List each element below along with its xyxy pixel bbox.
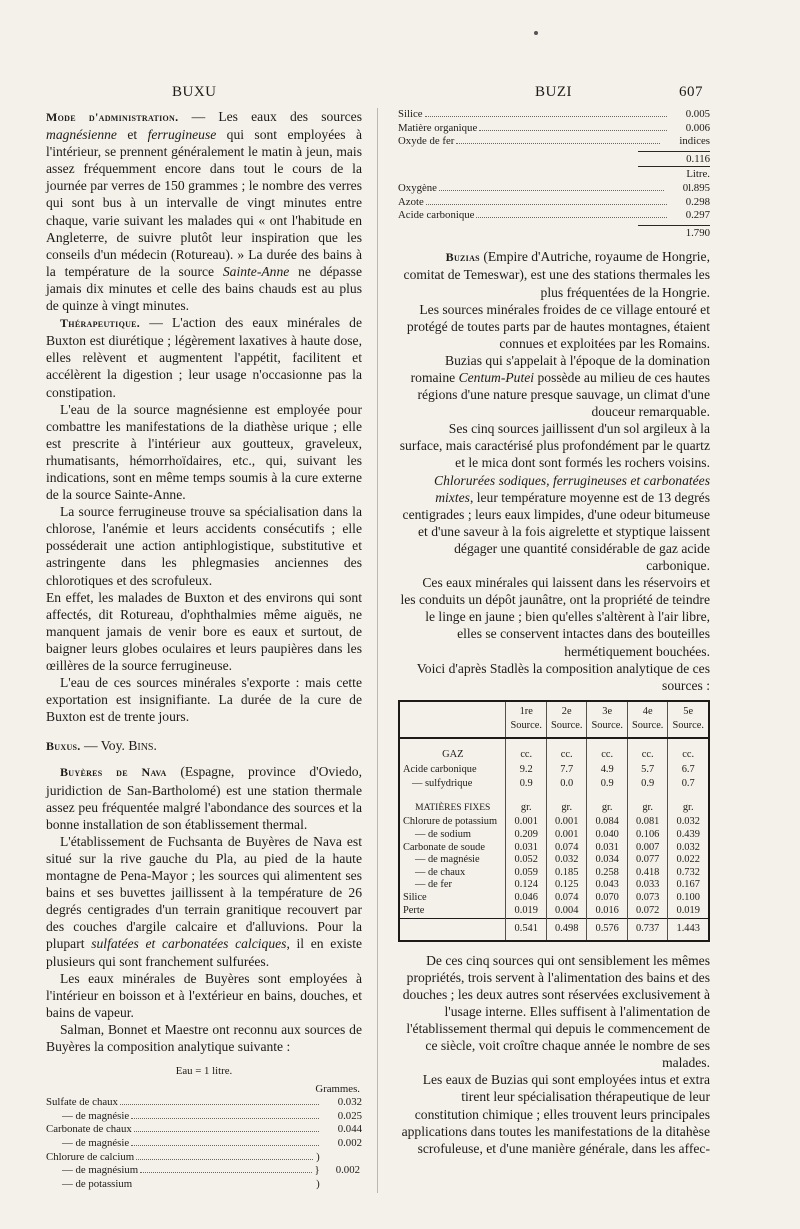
left-column: [46, 108, 362, 1191]
column-divider: [377, 108, 378, 1193]
column-total: 1.443: [668, 919, 709, 941]
table-row: [399, 763, 709, 778]
column-number: 5e: [668, 701, 709, 720]
row-value: 0.005: [685, 108, 710, 120]
row-value: 0.077: [635, 854, 660, 866]
row-value: 0.004: [555, 904, 579, 916]
paragraph: Buzias qui s'appelait à l'époque de la domination romaine Centum-Putei possède au milieu de ces hautes régions d'une nature presque sauvage, un climat d'une douceur remarquable.: [410, 352, 710, 420]
table-row: [398, 209, 710, 223]
row-label: — de magnésie: [62, 1109, 130, 1122]
row-label: Azote: [398, 195, 424, 208]
column-header: Source.: [668, 719, 709, 738]
row-value: 0.031: [595, 841, 619, 853]
row-value: 0.124: [514, 879, 538, 891]
row-label: Silice: [403, 891, 427, 903]
row-label: Oxyde de fer: [398, 135, 455, 148]
row-value: 0.059: [514, 866, 538, 878]
table-row: [398, 182, 710, 196]
paragraph: Ces eaux minérales qui laissent dans les réservoirs et les conduits un dépôt jaunâtre, ont la propriété de teindre le linge en jaune ; bien qu'elles s'altèrent à l'air libre, elles se conservent intactes dans des bouteilles hermétiquement bouchées.: [400, 575, 710, 659]
row-value: 0.100: [676, 891, 700, 903]
column-number: 1re: [506, 701, 546, 720]
row-value: 0.125: [555, 879, 579, 891]
row-value: 0.001: [514, 816, 538, 828]
row-value: 0.040: [595, 828, 619, 840]
row-value: 0.070: [595, 891, 619, 903]
row-value: indices: [679, 135, 710, 148]
row-value: 7.7: [546, 763, 586, 778]
unit-cell: cc.: [546, 738, 586, 763]
row-value: 0.046: [514, 891, 538, 903]
table-total: 1.790: [685, 226, 710, 239]
table-row: [399, 777, 709, 792]
entry-lead: Buzias: [445, 250, 480, 265]
row-value: 0.074: [555, 841, 579, 853]
paragraph: L'établissement de Fuchsanta de Buyères de Nava est situé sur la rive gauche du Pla, au pied de la haute montagne de Pena-Mayor ; les sources qui alimentent ses bains et ses buvettes jaillissent à la température de 26 degrés centigrades d'un terrain granitique recouvert par des couches d'argile calcaire et d'alluvions. Pour la plupart sulfatées et carbonatées calciques, il en existe plusieurs qui sont franchement sulfurées.: [46, 833, 363, 969]
buzias-composition-table: [398, 700, 710, 942]
table-row: [398, 196, 710, 210]
table-corner: [399, 919, 506, 941]
paragraph: Salman, Bonnet et Maestre ont reconnu aux sources de Buyères la composition analytique suivante :: [46, 1021, 362, 1054]
unit-cell: gr.: [506, 792, 546, 816]
section-head: MATIÈRES FIXES: [415, 802, 491, 813]
paragraph: En effet, les malades de Buxton et des environs qui sont affectés, dit Rotureau, d'ophthalmies même aiguës, ne manquent jamais de venir bore es eaux et surtout, de baigner leurs globes oculaires et leurs paupières dans les œillères de la source ferrugineuse.: [46, 589, 362, 673]
table-unit: Litre.: [686, 168, 710, 181]
row-value: 0.043: [595, 879, 619, 891]
row-value: 0.073: [635, 891, 660, 903]
ink-dot: [534, 31, 538, 35]
row-label: Oxygène: [398, 181, 437, 194]
row-value: 0.9: [627, 777, 667, 792]
row-value: 5.7: [627, 763, 667, 778]
entry-lead: Buxus.: [46, 739, 81, 754]
column-header: Source.: [627, 719, 667, 738]
column-number: 2e: [546, 701, 586, 720]
row-value: 0.032: [337, 1096, 362, 1109]
row-value: 0.298: [685, 195, 710, 208]
entry-buzias: Buzias (Empire d'Autriche, royaume de Hongrie, comitat de Temeswar), est une des stations thermales les plus fréquentées de la Hongrie.: [403, 249, 710, 300]
row-label: Carbonate de soude: [403, 841, 485, 853]
row-value: 0l.895: [682, 181, 710, 194]
column-header: Source.: [587, 719, 627, 738]
row-value: 0.297: [685, 209, 710, 222]
row-value: 0.084: [595, 816, 619, 828]
section-head: GAZ: [442, 748, 464, 760]
row-label: Perte: [403, 904, 425, 916]
row-value: 0.001: [555, 828, 579, 840]
row-value: 0.7: [668, 777, 709, 792]
table-row: [46, 1110, 362, 1124]
row-label: Chlorure de potassium: [403, 816, 498, 828]
table-row: [398, 122, 710, 136]
row-value: 0.418: [635, 866, 660, 878]
row-label: — de magnésie: [62, 1137, 130, 1150]
row-label: — de chaux: [415, 866, 466, 878]
row-value: 0.185: [555, 866, 579, 878]
right-column: [398, 108, 710, 1157]
row-value: 0.019: [676, 904, 700, 916]
row-value: 0.022: [676, 854, 700, 866]
row-value: 0.007: [635, 841, 660, 853]
row-label: Acide carbonique: [398, 209, 475, 222]
table-row: [46, 1096, 362, 1110]
row-label: — de sodium: [415, 828, 471, 840]
unit-cell: gr.: [587, 792, 627, 816]
row-value: 0.074: [555, 891, 579, 903]
column-number: 4e: [627, 701, 667, 720]
column-header: Source.: [506, 719, 546, 738]
unit-cell: cc.: [627, 738, 667, 763]
entry-buxus: Buxus. — Voy. Bins.: [46, 738, 157, 754]
fixed-column: [627, 815, 667, 918]
row-value: 6.7: [668, 763, 709, 778]
entry-lead: Buyères de Nava: [60, 765, 167, 780]
row-label: — de fer: [415, 879, 452, 891]
entry-buyeres: Buyères de Nava (Espagne, province d'Oviedo, juridiction de San-Bartholomé) est une station thermale assez peu fréquentée malgré l'abondance des sources et la bonne installation de son établissement thermal.: [46, 764, 362, 832]
row-value: 0.001: [555, 816, 579, 828]
table-total: 0.116: [686, 152, 710, 165]
table-unit: Grammes.: [315, 1082, 360, 1095]
unit-cell: gr.: [627, 792, 667, 816]
row-value: 0.034: [595, 854, 619, 866]
row-value: 0.052: [514, 854, 538, 866]
row-label: — sulfydrique: [412, 778, 473, 790]
table-row: [46, 1137, 362, 1151]
buyeres-table-continued: [398, 108, 710, 240]
column-header: Source.: [546, 719, 586, 738]
chlorure-group: Chlorure de calcium ) — de magnésium } — de potassium ) 0.002: [46, 1150, 360, 1190]
row-label: Matière organique: [398, 121, 478, 134]
row-value: 0.0: [546, 777, 586, 792]
row-value: 0.019: [514, 904, 538, 916]
column-total: 0.576: [587, 919, 627, 941]
fixed-column: [668, 815, 709, 918]
table-title: Eau = 1 litre.: [175, 1065, 233, 1078]
column-total: 0.498: [546, 919, 586, 941]
table-value: 0.002: [335, 1164, 360, 1177]
table-row: [398, 135, 710, 149]
paragraph: L'eau de ces sources minérales s'exporte : mais cette exportation est insignifiante. La durée de la cure de Buxton est de trente jours.: [46, 675, 362, 725]
row-value: 0.032: [676, 841, 700, 853]
row-value: 4.9: [587, 763, 627, 778]
paragraph: Ses cinq sources jaillissent d'un sol argileux à la surface, mais caractérisé plus profondément par le quartz et le mica dont sont formés les rochers voisins. Chlorurées sodiques, ferrugineuses et carbonatées mixtes, leur température moyenne est de 13 degrés centigrades ; leurs eaux limpides, d'une odeur bitumeuse et d'une saveur à la fois aigrelette et styptique laissent dégager une quantité considérable de gaz acide carbonique.: [399, 421, 710, 574]
cross-reference-link[interactable]: Bins: [128, 738, 154, 754]
table-row: [46, 1123, 362, 1137]
paragraph: L'eau de la source magnésienne est employée pour combattre les manifestations de la diathèse urique ; elle est prescrite à l'intérieur aux goutteux, graveleux, rhumatisants, hémorrhoïdaires, etc., qui, suivant les indications, sont en même temps soumis à la cure externe de la source Sainte-Anne.: [46, 401, 362, 503]
unit-cell: gr.: [668, 792, 709, 816]
table-corner: [399, 719, 506, 738]
column-total: 0.541: [506, 919, 546, 941]
paragraph: Les sources minérales froides de ce village entouré et protégé de toutes parts par de hautes montagnes, étaient connues et exploitées par les Romains.: [406, 301, 710, 351]
row-value: 0.031: [514, 841, 538, 853]
column-total: 0.737: [627, 919, 667, 941]
paragraph: Les eaux minérales de Buyères sont employées à l'intérieur en boisson et à l'extérieur en bains, douches, et bains de vapeur.: [46, 970, 362, 1020]
row-value: 0.025: [337, 1109, 362, 1122]
row-value: 0.167: [676, 879, 700, 891]
row-label: Silice: [398, 108, 423, 120]
row-value: 0.032: [676, 816, 700, 828]
unit-cell: gr.: [546, 792, 586, 816]
row-value: 0.732: [676, 866, 700, 878]
row-value: 0.032: [555, 854, 579, 866]
row-label: Sulfate de chaux: [46, 1096, 118, 1109]
row-label: — de magnésie: [415, 854, 480, 866]
unit-cell: cc.: [587, 738, 627, 763]
fixed-column: [546, 815, 586, 918]
running-head-left: BUXU: [172, 84, 217, 100]
fixed-labels: [399, 815, 506, 918]
page-number: 607: [679, 84, 703, 100]
row-value: 0.033: [635, 879, 660, 891]
unit-cell: cc.: [668, 738, 709, 763]
row-label: Carbonate de chaux: [46, 1123, 132, 1136]
entry-lead: Mode d'administration.: [46, 110, 179, 124]
paragraph: De ces cinq sources qui ont sensiblement les mêmes propriétés, trois servent à l'alimentation des bains et des douches ; les deux autres sont réservées exclusivement à l'usage interne. Elles suffisent à l'alimentation de l'établissement thermal qui depuis le commencement de ce siècle, voit croître chaque année le nombre de ses malades.: [402, 952, 710, 1071]
running-head-right: BUZI: [535, 84, 572, 100]
column-number: 3e: [587, 701, 627, 720]
row-value: 0.439: [676, 828, 700, 840]
buyeres-composition-table: [46, 1065, 362, 1191]
paragraph: La source ferrugineuse trouve sa spécialisation dans la chlorose, l'anémie et leurs accidents consécutifs ; elle posséderait une action antiphlogistique, substitutive et astringente dans les phlegmasies anciennes des chlorotiques et des scrofuleux.: [46, 504, 362, 588]
fixed-column: [587, 815, 627, 918]
table-corner: [399, 701, 506, 720]
row-value: 9.2: [506, 763, 546, 778]
row-value: 0.9: [587, 777, 627, 792]
row-value: 0.016: [595, 904, 619, 916]
paragraph: Les eaux de Buzias qui sont employées intus et extra tirent leur spécialisation thérapeutique de leur constitution chimique ; elles trouvent leurs principales applications dans toutes les manifestations de la ditahèse scrofuleuse, et d'une manière générale, dans les affec-: [401, 1072, 710, 1156]
row-value: 0.9: [506, 777, 546, 792]
row-value: 0.209: [514, 828, 538, 840]
row-value: 0.106: [635, 828, 660, 840]
row-value: 0.072: [635, 904, 660, 916]
row-value: 0.081: [635, 816, 660, 828]
unit-cell: cc.: [506, 738, 546, 763]
row-value: 0.258: [595, 866, 619, 878]
paragraph: Voici d'après Stadlès la composition analytique de ces sources :: [416, 660, 710, 693]
row-value: 0.002: [337, 1137, 362, 1150]
fixed-column: [506, 815, 546, 918]
row-value: 0.006: [685, 121, 710, 134]
table-row: [398, 108, 710, 122]
paragraph-therapeutique: Thérapeutique. — L'action des eaux minérales de Buxton est diurétique ; légèrement laxatives à haute dose, elles relèvent et augmentent l'appétit, facilitent et accélèrent la digestion ; leur usage n'occasionne pas la constipation.: [46, 315, 362, 400]
row-value: 0.044: [337, 1123, 362, 1136]
row-label: Acide carbonique: [403, 763, 477, 775]
entry-lead: Thérapeutique.: [60, 316, 141, 331]
paragraph-administration: Mode d'administration. — Les eaux des sources magnésienne et ferrugineuse qui sont employées à l'intérieur, se prennent généralement le matin à jeun, mais assez fréquemment encore dans tout le cours de la journée par verres de 150 grammes ; le nombre des verres qui sont bus à un intervalle de vingt minutes entre chaque, varie suivant les malades qui « ont l'habitude en Angleterre, de suivre plutôt leur inspiration que les conseils d'un médecin (Rotureau). » La durée des bains à la température de la source Sainte-Anne ne dépasse jamais dix minutes et celle des bains chauds est au plus de quinze à vingt minutes.: [46, 109, 362, 314]
